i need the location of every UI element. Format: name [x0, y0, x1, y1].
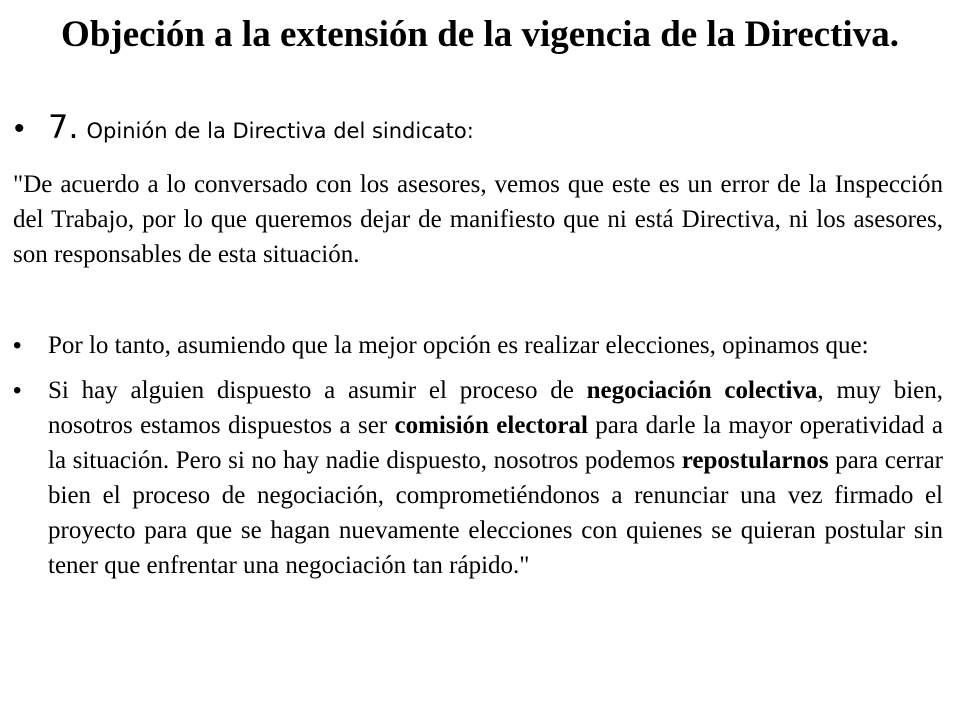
bullet-marker: • — [13, 332, 22, 359]
bold-term: repostularnos — [681, 447, 829, 474]
section-number: 7. — [48, 108, 79, 146]
bullet-marker: • — [13, 377, 22, 404]
section-label: Opinión de la Directiva del sindicato: — [86, 119, 474, 143]
bold-term: negociación colectiva — [586, 377, 818, 404]
bullet-list — [13, 328, 943, 593]
list-item — [13, 373, 943, 583]
list-item-text-part: , muy bien, nosotros estamos dispuestos a ser — [48, 377, 943, 439]
list-item-text-part: Si hay alguien dispuesto a asumir el proceso de — [48, 377, 587, 404]
list-item-text-part: para cerrar bien el proceso de negociación, comprometiéndonos a renunciar una vez firmado el proyecto para que se hagan nuevamente elecciones con quienes se quieran postular sin tener que enfrentar una negociación tan rápido." — [48, 447, 943, 579]
list-item-text: Por lo tanto, asumiendo que la mejor opción es realizar elecciones, opinamos que: — [48, 332, 869, 359]
list-item — [13, 328, 943, 363]
slide-title: Objeción a la extensión de la vigencia de la Directiva. — [61, 14, 899, 55]
quote-paragraph: "De acuerdo a lo conversado con los asesores, vemos que este es un error de la Inspección del Trabajo, por lo que queremos dejar de manifiesto que ni está Directiva, ni los asesores, son responsables de esta situación. — [13, 171, 943, 268]
bold-term: comisión electoral — [394, 412, 588, 439]
list-item-text-part: para darle la mayor operatividad a la situación. Pero si no hay nadie dispuesto, nosotros podemos — [48, 412, 943, 474]
bullet-marker: • — [14, 112, 25, 145]
section-heading — [14, 108, 944, 146]
